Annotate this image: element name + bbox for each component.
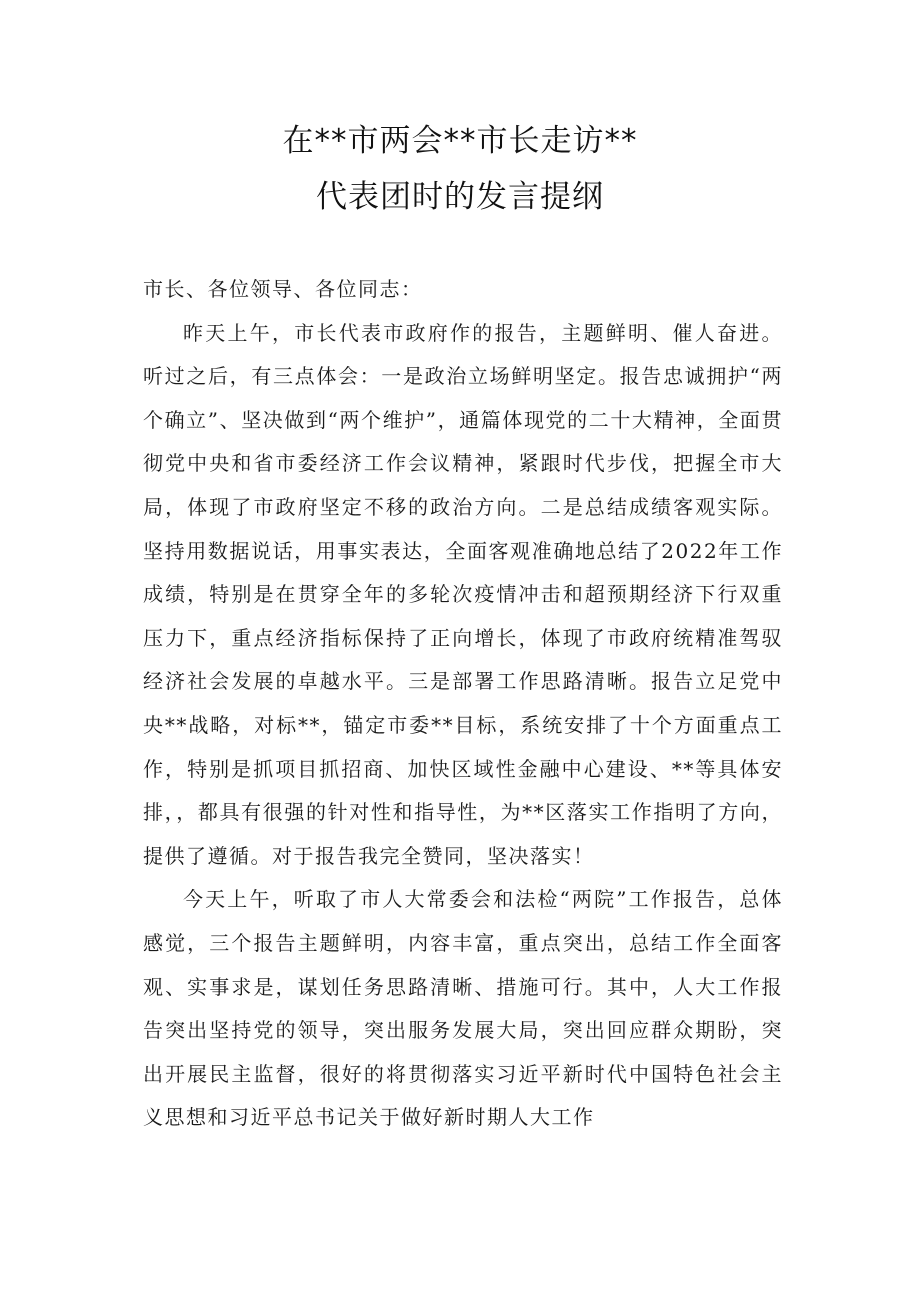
paragraph-1: 昨天上午，市长代表市政府作的报告，主题鲜明、催人奋进。听过之后，有三点体会：一是政治立场鲜明坚定。报告忠诚拥护“两个确立”、坚决做到“两个维护”，通篇体现党的二十大精神，全面贯彻党中央和省市委经济工作会议精神，紧跟时代步伐，把握全市大局，体现了市政府坚定不移的政治方向。二是总结成绩客观实际。坚持用数据说话，用事实表达，全面客观准确地总结了2022年工作成绩，特别是在贯穿全年的多轮次疫情冲击和超预期经济下行双重压力下，重点经济指标保持了正向增长，体现了市政府统精准驾驭经济社会发展的卓越水平。三是部署工作思路清晰。报告立足党中央**战略，对标**，锚定市委**目标，系统安排了十个方面重点工作，特别是抓项目抓招商、加快区域性金融中心建设、**等具体安排，，都具有很强的针对性和指导性，为**区落实工作指明了方向，提供了遵循。对于报告我完全赞同，坚决落实！ [143, 320, 783, 868]
title-line-1: 在**市两会**市长走访** [282, 123, 638, 159]
document-body [143, 268, 783, 1140]
salutation: 市长、各位领导、各位同志： [143, 277, 423, 301]
title-line-2: 代表团时的发言提纲 [316, 179, 604, 215]
document-title [0, 113, 920, 225]
paragraph-2: 今天上午，听取了市人大常委会和法检“两院”工作报告，总体感觉，三个报告主题鲜明，内容丰富，重点突出，总结工作全面客观、实事求是，谋划任务思路清晰、措施可行。其中，人大工作报告突出坚持党的领导，突出服务发展大局，突出回应群众期盼，突出开展民主监督，很好的将贯彻落实习近平新时代中国特色社会主义思想和习近平总书记关于做好新时期人大工作 [143, 887, 783, 1130]
